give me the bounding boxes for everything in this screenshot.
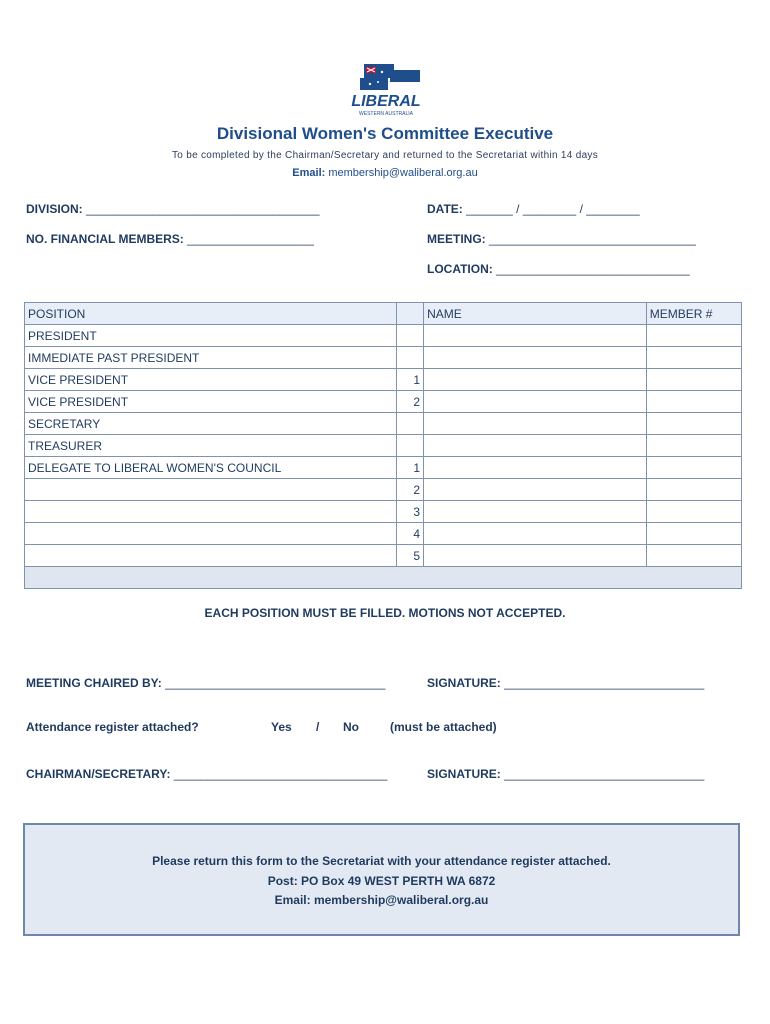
- return-instructions-box: [23, 823, 740, 936]
- meeting-chaired-blank[interactable]: _________________________________: [165, 676, 386, 690]
- table-row: [25, 391, 742, 413]
- table-row: [25, 413, 742, 435]
- table-row: [25, 435, 742, 457]
- num-cell: 2: [397, 479, 424, 501]
- name-cell[interactable]: [424, 325, 647, 347]
- executive-table: [24, 302, 742, 589]
- header-name: NAME: [424, 303, 647, 325]
- member-cell[interactable]: [646, 545, 741, 567]
- member-cell[interactable]: [646, 501, 741, 523]
- header-position: POSITION: [25, 303, 397, 325]
- header-num: [397, 303, 424, 325]
- meeting-blank[interactable]: _______________________________: [489, 232, 696, 246]
- table-header-row: [25, 303, 742, 325]
- name-cell[interactable]: [424, 545, 647, 567]
- date-label: DATE:: [427, 202, 463, 216]
- location-label: LOCATION:: [427, 262, 493, 276]
- member-cell[interactable]: [646, 369, 741, 391]
- division-blank[interactable]: ___________________________________: [86, 202, 320, 216]
- meeting-chaired-label: MEETING CHAIRED BY:: [26, 676, 162, 690]
- num-cell: 1: [397, 369, 424, 391]
- logo-text: LIBERAL: [351, 93, 421, 110]
- chairman-secretary-blank[interactable]: ________________________________: [173, 767, 388, 781]
- member-cell[interactable]: [646, 435, 741, 457]
- member-cell[interactable]: [646, 523, 741, 545]
- division-label: DIVISION:: [26, 202, 83, 216]
- chairman-secretary-field[interactable]: [26, 767, 387, 781]
- position-cell[interactable]: [25, 501, 397, 523]
- num-cell: 2: [397, 391, 424, 413]
- name-cell[interactable]: [424, 369, 647, 391]
- table-row: [25, 523, 742, 545]
- name-cell[interactable]: [424, 457, 647, 479]
- chairman-secretary-label: CHAIRMAN/SECRETARY:: [26, 767, 171, 781]
- return-instruction: Please return this form to the Secretariat with your attendance register attached.: [152, 854, 611, 868]
- location-blank[interactable]: _____________________________: [496, 262, 690, 276]
- name-cell[interactable]: [424, 347, 647, 369]
- num-cell: 5: [397, 545, 424, 567]
- table-row: [25, 369, 742, 391]
- signature2-blank[interactable]: ______________________________: [504, 767, 705, 781]
- table-row: [25, 457, 742, 479]
- table-row: [25, 325, 742, 347]
- member-cell[interactable]: [646, 479, 741, 501]
- financial-members-label: NO. FINANCIAL MEMBERS:: [26, 232, 184, 246]
- table-row: [25, 479, 742, 501]
- attendance-label: Attendance register attached?: [26, 720, 199, 734]
- position-cell[interactable]: [25, 523, 397, 545]
- position-cell: TREASURER: [25, 435, 397, 457]
- signature-field[interactable]: [427, 676, 704, 690]
- table-row: [25, 545, 742, 567]
- num-cell: [397, 325, 424, 347]
- attendance-no-option[interactable]: No: [343, 720, 359, 734]
- member-cell[interactable]: [646, 391, 741, 413]
- position-cell: IMMEDIATE PAST PRESIDENT: [25, 347, 397, 369]
- logo-subtext: WESTERN AUSTRALIA: [359, 111, 413, 117]
- num-cell: [397, 347, 424, 369]
- position-cell: SECRETARY: [25, 413, 397, 435]
- table-footer-row: [25, 567, 742, 589]
- table-footer-cell: [25, 567, 742, 589]
- member-cell[interactable]: [646, 347, 741, 369]
- division-field[interactable]: [26, 202, 320, 216]
- num-cell: [397, 435, 424, 457]
- attendance-must-note: (must be attached): [390, 720, 497, 734]
- table-row: [25, 347, 742, 369]
- financial-members-field[interactable]: [26, 232, 314, 246]
- meeting-field[interactable]: [427, 232, 696, 246]
- date-blank[interactable]: _______ / ________ / ________: [466, 202, 640, 216]
- financial-members-blank[interactable]: ___________________: [187, 232, 314, 246]
- header-member: MEMBER #: [646, 303, 741, 325]
- location-field[interactable]: [427, 262, 690, 276]
- signature-label: SIGNATURE:: [427, 676, 501, 690]
- form-title: Divisional Women's Committee Executive: [216, 124, 554, 143]
- member-cell[interactable]: [646, 457, 741, 479]
- position-cell[interactable]: [25, 545, 397, 567]
- liberal-logo: [350, 62, 422, 120]
- signature2-label: SIGNATURE:: [427, 767, 501, 781]
- position-cell: VICE PRESIDENT: [25, 369, 397, 391]
- num-cell: 1: [397, 457, 424, 479]
- name-cell[interactable]: [424, 479, 647, 501]
- name-cell[interactable]: [424, 413, 647, 435]
- signature2-field[interactable]: [427, 767, 704, 781]
- position-cell: PRESIDENT: [25, 325, 397, 347]
- return-email[interactable]: Email: membership@waliberal.org.au: [274, 893, 489, 907]
- header-email: [0, 167, 770, 179]
- attendance-slash: /: [316, 720, 320, 734]
- post-address: Post: PO Box 49 WEST PERTH WA 6872: [267, 874, 496, 888]
- meeting-chaired-field[interactable]: [26, 676, 385, 690]
- num-cell: 4: [397, 523, 424, 545]
- email-value[interactable]: membership@waliberal.org.au: [328, 167, 478, 179]
- num-cell: [397, 413, 424, 435]
- position-cell: VICE PRESIDENT: [25, 391, 397, 413]
- date-field[interactable]: [427, 202, 640, 216]
- table-row: [25, 501, 742, 523]
- name-cell[interactable]: [424, 523, 647, 545]
- position-cell: DELEGATE TO LIBERAL WOMEN'S COUNCIL: [25, 457, 397, 479]
- member-cell[interactable]: [646, 413, 741, 435]
- num-cell: 3: [397, 501, 424, 523]
- name-cell[interactable]: [424, 391, 647, 413]
- position-cell[interactable]: [25, 479, 397, 501]
- form-subtitle: To be completed by the Chairman/Secretary and returned to the Secretariat within 14 days: [171, 150, 599, 161]
- name-cell[interactable]: [424, 501, 647, 523]
- attendance-yes-option[interactable]: Yes: [271, 720, 292, 734]
- email-label: Email:: [292, 167, 326, 179]
- signature-blank[interactable]: ______________________________: [504, 676, 705, 690]
- member-cell[interactable]: [646, 325, 741, 347]
- name-cell[interactable]: [424, 435, 647, 457]
- notice-text: EACH POSITION MUST BE FILLED. MOTIONS NOT ACCEPTED.: [204, 606, 566, 620]
- meeting-label: MEETING:: [427, 232, 486, 246]
